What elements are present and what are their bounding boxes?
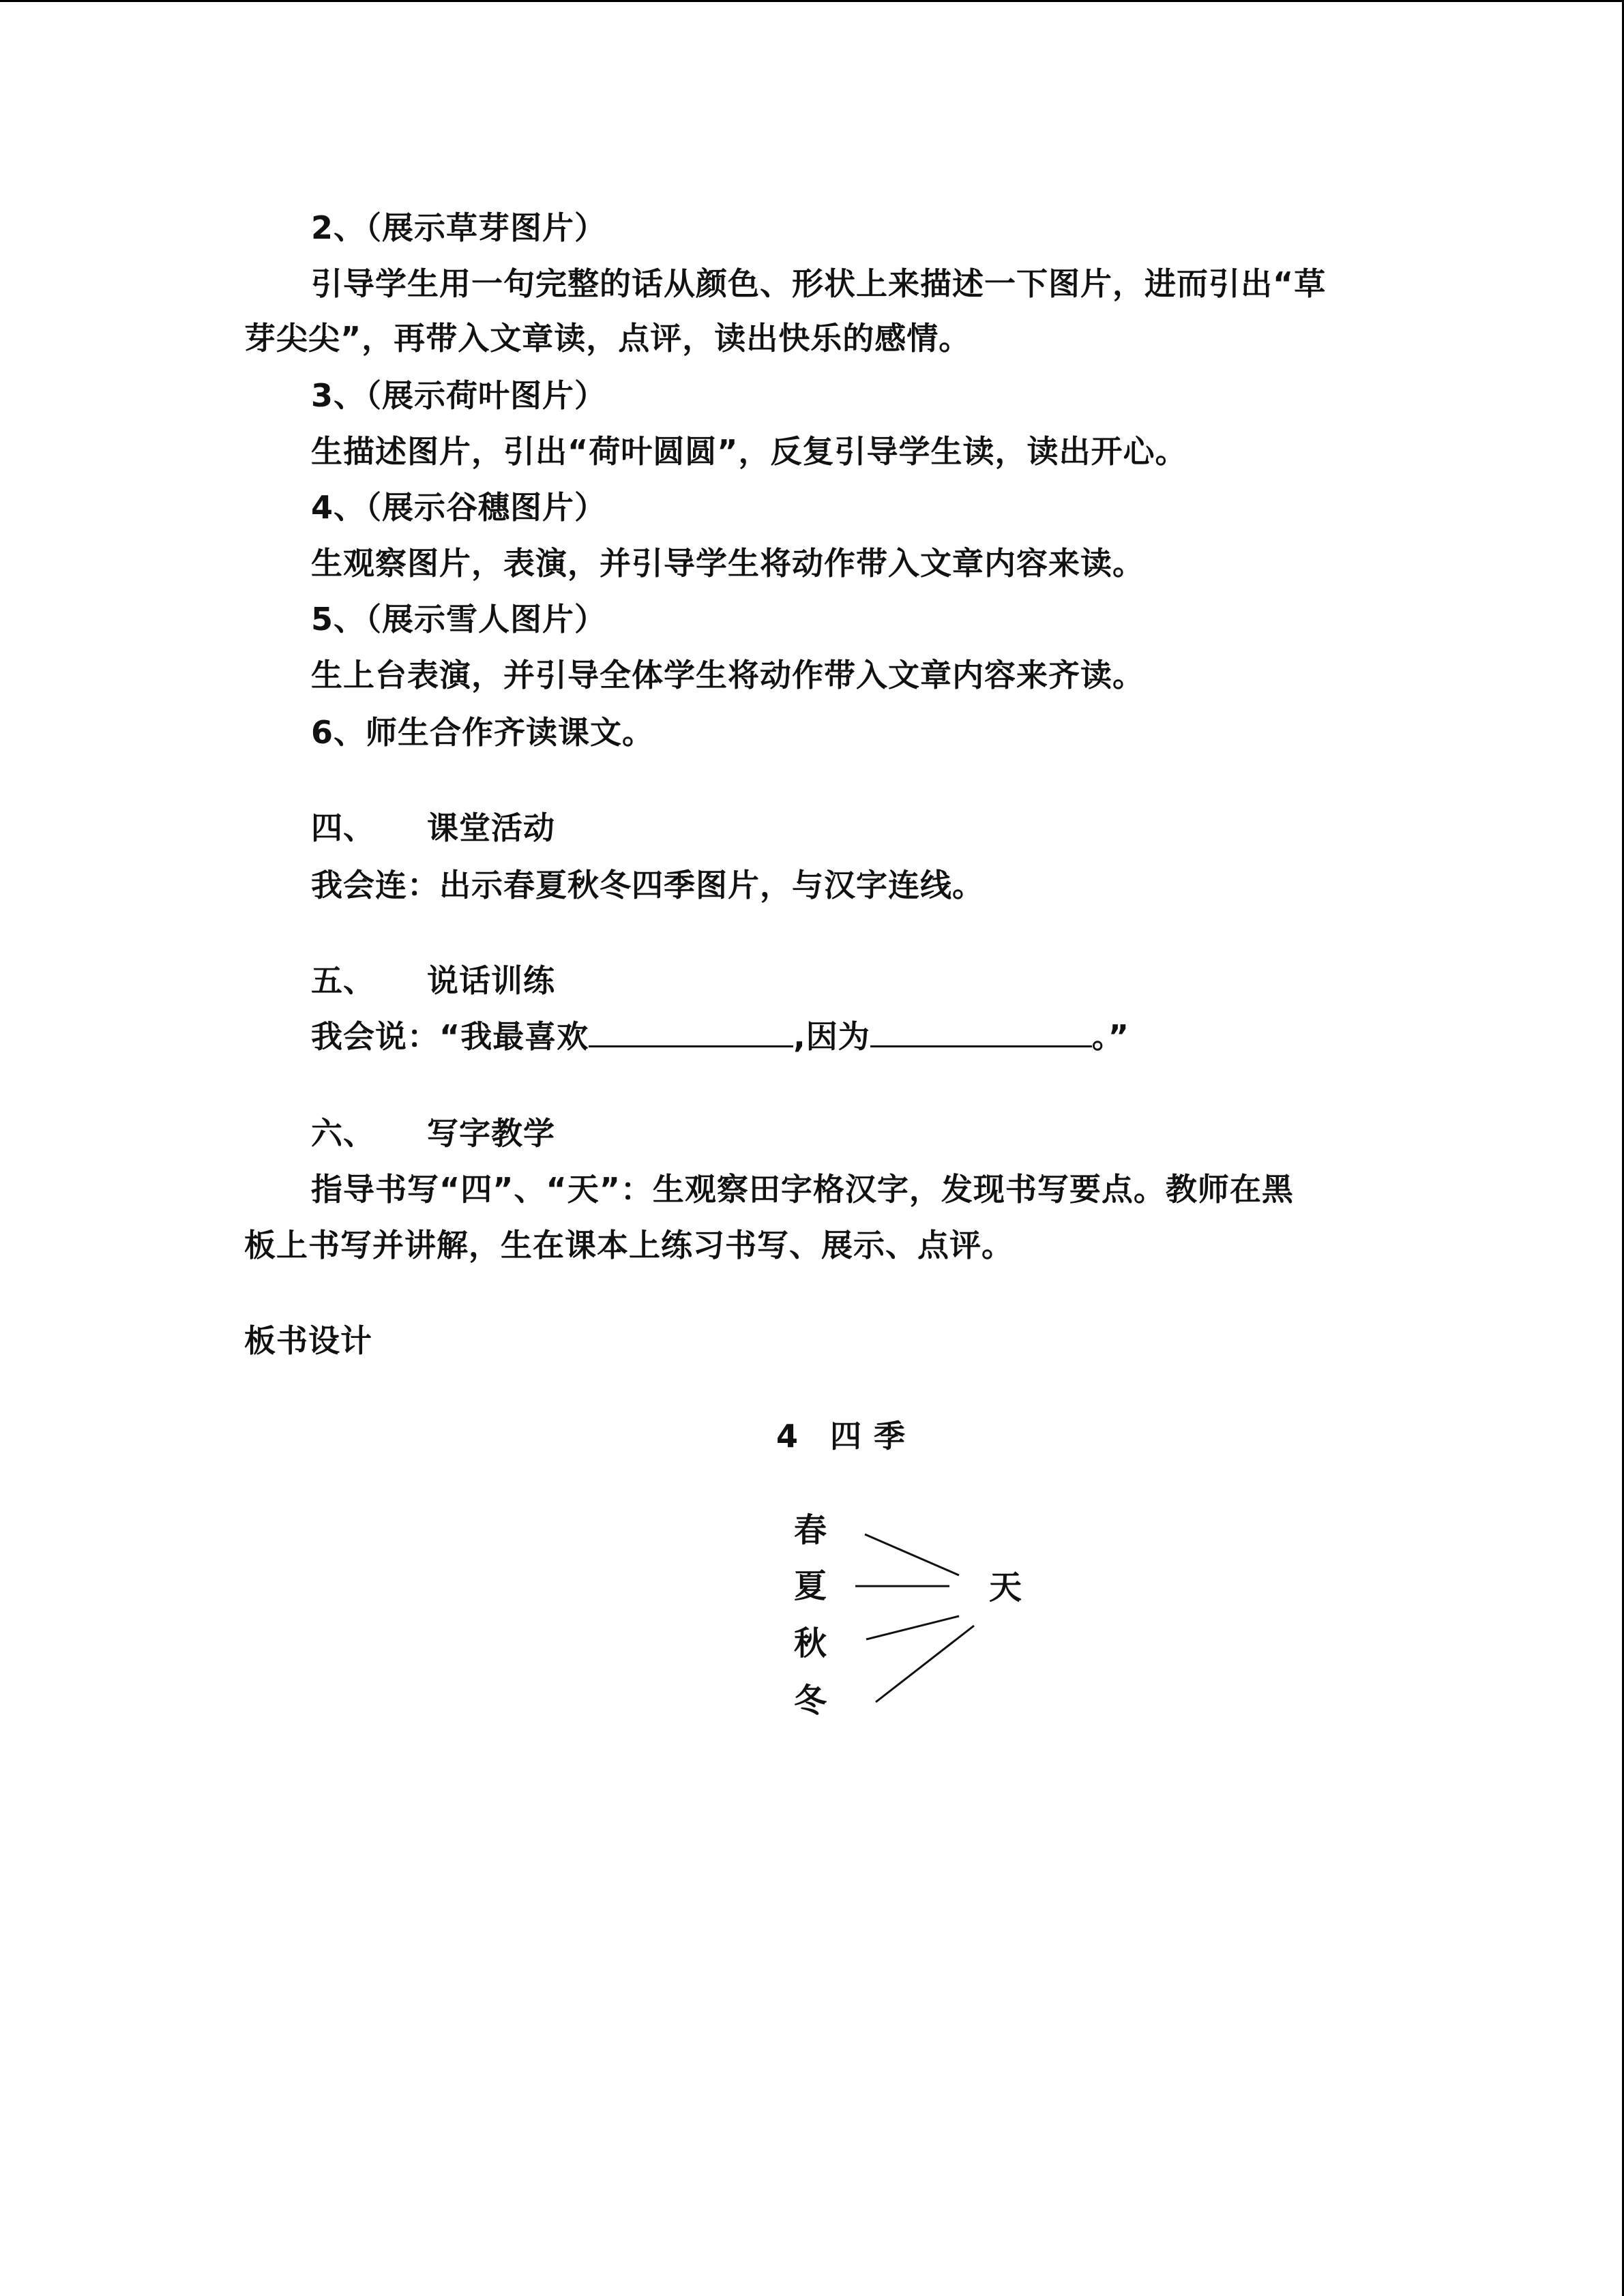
item-2-body-line1: 引导学生用一句完整的话从颜色、形状上来描述一下图片，进而引出“草 bbox=[311, 265, 1327, 302]
item-4-heading: 4、（展示谷穗图片） bbox=[311, 489, 607, 526]
section-four-body: 我会连：出示春夏秋冬四季图片，与汉字连线。 bbox=[311, 867, 984, 904]
section-six-title: 写字教学 bbox=[427, 1115, 555, 1152]
speech-prefix: 我会说：“我最喜欢 bbox=[311, 1018, 589, 1055]
board-design-label: 板书设计 bbox=[244, 1322, 372, 1359]
section-six-body-line2: 板上书写并讲解，生在课本上练习书写、展示、点评。 bbox=[244, 1227, 1014, 1264]
item-5-body: 生上台表演，并引导全体学生将动作带入文章内容来齐读。 bbox=[311, 657, 1145, 694]
section-five-number: 五、 bbox=[311, 962, 375, 999]
item-2-heading: 2、（展示草芽图片） bbox=[311, 209, 607, 246]
season-autumn: 秋 bbox=[794, 1624, 827, 1663]
item-3-body: 生描述图片，引出“荷叶圆圆”，反复引导学生读，读出开心。 bbox=[311, 433, 1187, 470]
item-3-heading: 3、（展示荷叶图片） bbox=[311, 377, 607, 414]
target-char-tian: 天 bbox=[989, 1568, 1022, 1607]
item-2-body-line2: 芽尖尖”，再带入文章读，点评，读出快乐的感情。 bbox=[244, 320, 971, 357]
season-winter: 冬 bbox=[794, 1682, 827, 1720]
section-five-title: 说话训练 bbox=[427, 962, 555, 999]
section-four-title: 课堂活动 bbox=[427, 809, 555, 846]
line-winter bbox=[876, 1626, 974, 1702]
lesson-title: 四 季 bbox=[830, 1418, 906, 1455]
lesson-number: 4 bbox=[776, 1418, 799, 1455]
section-six-number: 六、 bbox=[311, 1115, 375, 1152]
item-6-heading: 6、师生合作齐读课文。 bbox=[311, 714, 655, 751]
section-four-number: 四、 bbox=[311, 809, 375, 846]
speech-middle: ,因为 bbox=[793, 1018, 870, 1055]
season-summer: 夏 bbox=[794, 1567, 827, 1605]
item-5-heading: 5、（展示雪人图片） bbox=[311, 601, 607, 638]
item-4-body: 生观察图片，表演，并引导学生将动作带入文章内容来读。 bbox=[311, 545, 1145, 582]
speech-suffix: 。” bbox=[1091, 1018, 1130, 1055]
season-spring: 春 bbox=[794, 1511, 827, 1549]
line-autumn bbox=[866, 1616, 959, 1639]
line-spring bbox=[865, 1534, 959, 1575]
section-six-body-line1: 指导书写“四”、“天”：生观察田字格汉字，发现书写要点。教师在黑 bbox=[311, 1171, 1294, 1208]
